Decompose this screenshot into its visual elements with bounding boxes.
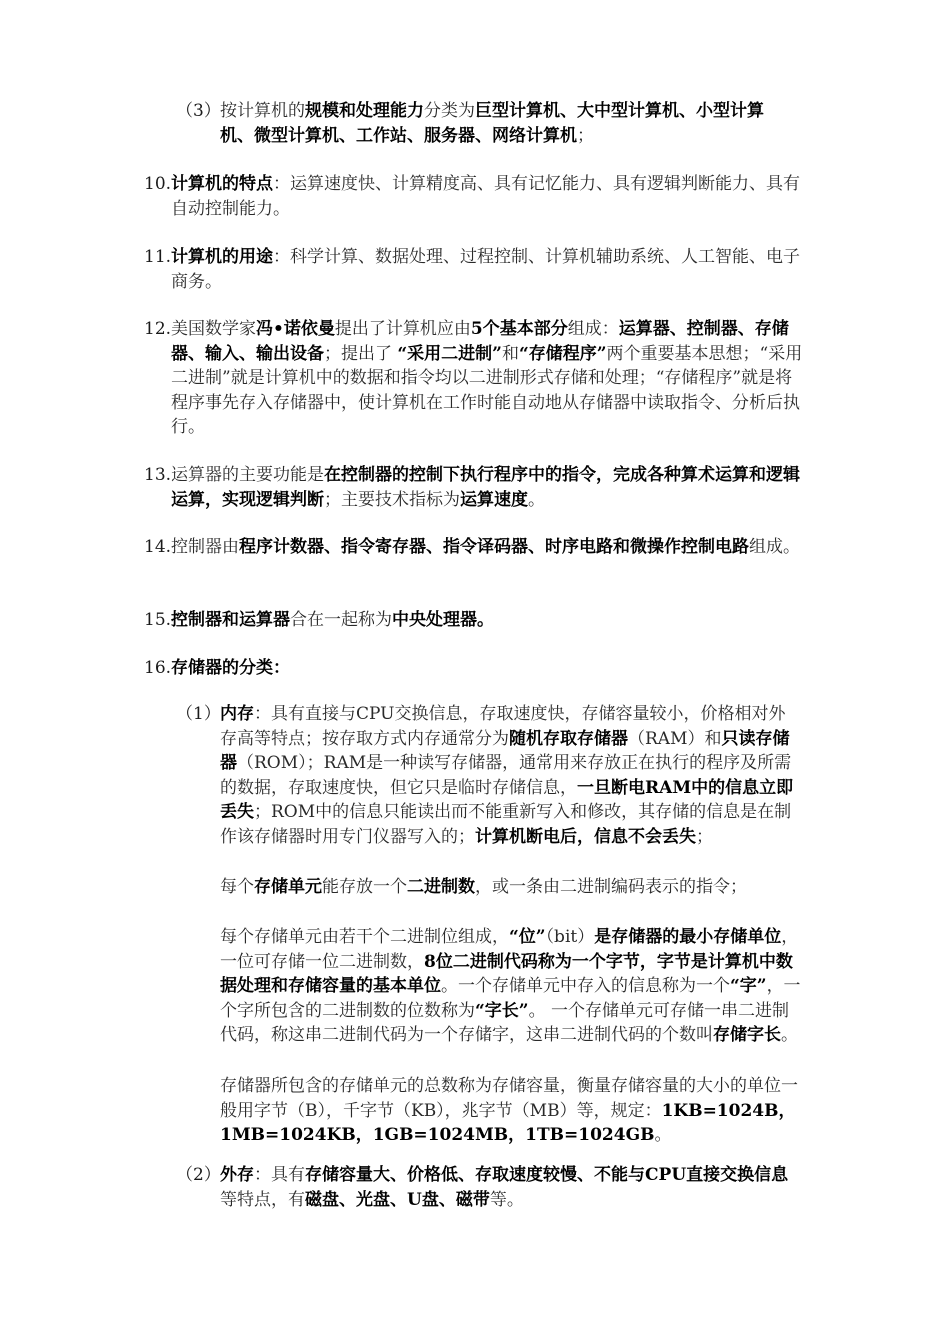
bold-text-run: 是存储器的最小存储单位 [594, 927, 782, 947]
bold-text-run: 随机存取存储器 [509, 728, 628, 749]
item-number: （1） [176, 704, 221, 724]
text-run: 合在一起称为 [290, 610, 392, 630]
bold-text-run: “存储程序” [518, 343, 607, 364]
item-text [176, 702, 798, 849]
item-16-1-capacity-units [220, 1074, 800, 1148]
text-run: ：运算速度快、计算精度高、具有记忆能力、具有逻辑判断能力、具有自动控制能力。 [171, 174, 800, 219]
text-run: ，一位可存储一位二进制数， [220, 927, 799, 972]
text-run: 两个重要基本思想；“采用二进制”就是计算机中的数据和指令均以二进制形式存储和处理；“存储程序”就是将程序事先存入存储器中，使计算机在工作时能自动地从存储器中读取指令、分析后执行。 [171, 343, 803, 437]
bold-text-run: 计算机的用途 [171, 247, 273, 267]
text-run: ，一个字所包含的二进制数的位数称为 [220, 976, 801, 1021]
item-text [144, 656, 804, 681]
bold-text-run: “采用二进制” [397, 343, 502, 364]
item-16-2-external-memory [176, 1163, 798, 1212]
text-run: 。 [654, 1125, 672, 1145]
text-run: 分类为 [424, 101, 475, 121]
text-run: ：具有 [254, 1165, 305, 1185]
text-run: （ROM）；RAM是一种读写存储器，通常用来存放正在执行的程序及所需的数据，存取速度快，但它只是临时存储信息， [220, 753, 792, 798]
item-text [144, 172, 804, 221]
bold-text-run: 内存 [220, 704, 254, 724]
item-16-storage-classification [144, 656, 804, 681]
text-run: 。 一个存储单元可存储一串二进制代码，称这串二进制代码为一个存储字，这串二进制代码的个数叫 [220, 1000, 789, 1045]
text-run: （bit） [545, 927, 595, 947]
text-run: ；主要技术指标为 [324, 489, 460, 510]
item-number: 14. [144, 537, 172, 557]
item-text [176, 1163, 798, 1212]
bold-text-run: 8位二进制代码称为一个字节，字节是计算机中数据处理和存储容量的基本单位 [220, 951, 793, 996]
text-run: ，或一条由二进制编码表示的指令； [475, 877, 747, 897]
text-run: 组成。 [749, 537, 800, 557]
item-16-1-storage-unit [220, 875, 798, 900]
item-text [220, 1074, 800, 1148]
bold-text-run: 二进制数 [407, 877, 475, 897]
item-number: 10. [144, 174, 172, 194]
item-text [176, 99, 796, 148]
text-run: 组成： [567, 319, 619, 339]
text-run: ；提出了 [324, 343, 398, 364]
item-11-computer-uses [144, 245, 804, 294]
text-run: 。 [528, 489, 545, 510]
bold-text-run: 存储容量大、价格低、存取速度较慢、不能与CPU直接交换信息 [305, 1165, 789, 1185]
item-12-von-neumann [144, 317, 804, 440]
item-text [220, 875, 798, 900]
text-run: ：科学计算、数据处理、过程控制、计算机辅助系统、人工智能、电子商务。 [171, 247, 800, 292]
text-run: 。 [781, 1025, 798, 1045]
item-3-scale-classification [176, 99, 796, 148]
item-text [144, 608, 804, 633]
text-run: 按计算机的 [220, 101, 305, 121]
bold-text-run: 程序计数器、指令寄存器、指令译码器、时序电路和微操作控制电路 [239, 537, 749, 557]
bold-text-run: 在控制器的控制下执行程序中的指令，完成各种算术运算和逻辑运算，实现逻辑判断 [171, 465, 800, 510]
bold-text-run: 控制器和运算器 [171, 610, 290, 630]
text-run: ； [696, 826, 713, 847]
bold-text-run: 运算器、控制器、存储器、输入、输出设备 [171, 319, 789, 364]
bold-text-run: 存储器的分类： [171, 658, 290, 678]
item-number: （2） [176, 1165, 221, 1185]
bold-text-run: 计算机断电后，信息不会丢失 [475, 826, 696, 847]
bold-text-run: 存储字长 [713, 1025, 781, 1045]
bold-text-run: 一旦断电RAM中的信息立即丢失 [220, 777, 794, 822]
bold-text-run: 只读存储器 [220, 728, 790, 773]
item-10-computer-features [144, 172, 804, 221]
item-16-1-internal-memory [176, 702, 798, 849]
text-run: 和 [501, 343, 519, 364]
item-text [144, 245, 804, 294]
text-run: ：具有直接与CPU交换信息，存取速度快，存储容量较小，价格相对外存高等特点；按存取方式内存通常分为 [220, 704, 786, 749]
text-run: （RAM）和 [628, 728, 722, 749]
bold-text-run: 计算机的特点 [171, 174, 273, 194]
bold-text-run: “位” [509, 927, 546, 947]
item-number: 15. [144, 610, 172, 630]
text-run: ；ROM中的信息只能读出而不能重新写入和修改，其存储的信息是在制作该存储器时用专门仪器写入的； [220, 802, 792, 847]
item-14-controller-parts [144, 535, 804, 560]
item-15-cpu [144, 608, 804, 633]
item-number: 12. [144, 319, 172, 339]
bold-text-run: 外存 [220, 1165, 254, 1185]
text-run: 存储器所包含的存储单元的总数称为存储容量，衡量存储容量的大小的单位一般用字节（B），千字节（KB），兆字节（MB）等，规定： [220, 1076, 798, 1121]
text-run: 。一个存储单元中存入的信息称为一个 [441, 976, 730, 996]
item-16-1-bit-byte-word [220, 925, 804, 1048]
bold-text-run: 冯•诺依曼 [256, 319, 335, 339]
item-text [144, 317, 804, 440]
bold-text-run: 1KB=1024B，1MB=1024KB，1GB=1024MB，1TB=1024GB [220, 1100, 796, 1145]
bold-text-run: 存储单元 [254, 877, 322, 897]
item-13-alu-function [144, 463, 804, 512]
text-run: 每个存储单元由若干个二进制位组成， [220, 927, 509, 947]
text-run: 美国数学家 [171, 319, 256, 339]
text-run: 运算器的主要功能是 [171, 465, 324, 485]
item-text [144, 535, 804, 560]
bold-text-run: 5个基本部分 [470, 319, 568, 339]
item-number: 11. [144, 247, 172, 267]
text-run: ； [577, 125, 594, 146]
item-number: （3） [176, 101, 221, 121]
text-run: 等。 [489, 1189, 524, 1210]
bold-text-run: 磁盘、光盘、U盘、磁带 [305, 1189, 490, 1210]
text-run: 等特点，有 [220, 1189, 305, 1210]
item-number: 13. [144, 465, 172, 485]
item-text [144, 463, 804, 512]
text-run: 提出了计算机应由 [334, 319, 471, 339]
text-run: 控制器由 [171, 537, 239, 557]
text-run: 能存放一个 [322, 877, 407, 897]
bold-text-run: 规模和处理能力 [305, 101, 424, 121]
bold-text-run: “字长” [475, 1000, 529, 1021]
item-text [220, 925, 804, 1048]
text-run: 每个 [220, 877, 254, 897]
bold-text-run: 中央处理器。 [392, 610, 494, 630]
bold-text-run: 巨型计算机、大中型计算机、小型计算机、微型计算机、工作站、服务器、网络计算机 [220, 101, 764, 146]
bold-text-run: “字” [730, 976, 767, 996]
item-number: 16. [144, 658, 172, 678]
bold-text-run: 运算速度 [460, 489, 528, 510]
